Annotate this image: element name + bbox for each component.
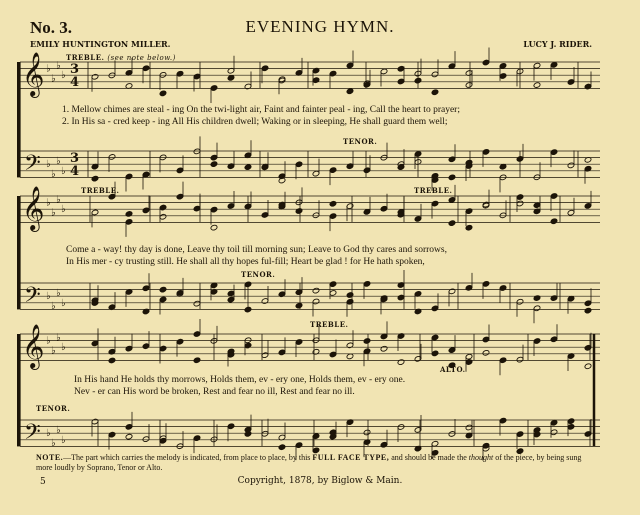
flat-sign: ♭ (51, 345, 56, 357)
flat-sign: ♭ (61, 297, 66, 309)
flat-sign: ♭ (61, 70, 66, 82)
part-label-treble: TREBLE. (see note below.) (66, 53, 176, 62)
note-head (533, 82, 541, 89)
note-head (244, 306, 252, 313)
part-label-treble: TREBLE. (414, 186, 453, 195)
time-signature: 3 (70, 62, 80, 77)
note-head (312, 287, 320, 294)
note-head (414, 77, 422, 84)
flat-sign: ♭ (61, 434, 66, 446)
note-head (482, 350, 490, 357)
lyric-line: Nev - er can His word be broken, Rest and fear no ill, Rest and fear no ill. (74, 387, 355, 397)
lyric-line: 1. Mellow chimes are steal - ing On the twi-light air, Faint and fainter peal - ing, Call the heart to prayer; (62, 105, 460, 115)
flat-sign: ♭ (56, 424, 61, 436)
treble-clef: 𝄞 (22, 324, 45, 368)
note-head (346, 88, 354, 95)
time-signature: 4 (70, 75, 80, 90)
hymn-number: No. 3. (30, 18, 73, 37)
note-head (159, 286, 167, 293)
note-head (363, 338, 371, 345)
part-label-tenor: TENOR. (241, 270, 276, 279)
flat-sign: ♭ (51, 301, 56, 313)
flat-sign: ♭ (46, 63, 51, 75)
note-head (125, 211, 133, 218)
copyright: Copyright, 1878, by Biglow & Main. (237, 476, 403, 486)
hymn-title: EVENING HYMN. (245, 17, 395, 36)
flat-sign: ♭ (56, 194, 61, 206)
note-head (210, 161, 218, 168)
flat-sign: ♭ (61, 342, 66, 354)
note-head (295, 208, 303, 215)
composer: LUCY J. RIDER. (523, 39, 592, 49)
note-head (142, 172, 150, 179)
note-head (210, 224, 218, 231)
lyric-line: In His mer - cy trusting still. He shall all thy hopes ful-fill; Heart be glad ! for He hath spoken, (66, 257, 425, 267)
lyric-line: 2. In His sa - cred keep - ing All His children dwell; Waking or in sleeping, He shall guard them well; (62, 117, 448, 127)
lyricist: EMILY HUNTINGTON MILLER. (30, 39, 171, 49)
treble-clef: 𝄞 (22, 186, 45, 230)
flat-sign: ♭ (56, 60, 61, 72)
part-label-tenor: TENOR. (343, 137, 378, 146)
flat-sign: ♭ (51, 73, 56, 85)
flat-sign: ♭ (46, 291, 51, 303)
flat-sign: ♭ (51, 169, 56, 181)
flat-sign: ♭ (46, 159, 51, 171)
footnote: NOTE.—The part which carries the melody is indicated, from place to place, by this FULL FACE TYPE, and should be made the thought of the piece, by being sung more loudly by Soprano, Tenor or Alto. (36, 453, 582, 472)
flat-sign: ♭ (56, 332, 61, 344)
part-label-treble: TREBLE. (81, 186, 120, 195)
brace (17, 62, 20, 177)
flat-sign: ♭ (61, 165, 66, 177)
note-head (346, 292, 354, 299)
lyric-line: In His hand He holds thy morrows, Holds them, ev - ery one, Holds them, ev - ery one. (74, 375, 406, 385)
lyric-line: Come a - way! thy day is done, Leave thy toil till morning sun; Leave to God thy cares and sorrows, (66, 245, 447, 255)
note-head (278, 444, 286, 451)
note-head (380, 345, 388, 352)
flat-sign: ♭ (56, 155, 61, 167)
flat-sign: ♭ (46, 335, 51, 347)
flat-sign: ♭ (51, 207, 56, 219)
note-head (584, 307, 592, 314)
part-label-treble: TREBLE. (310, 320, 349, 329)
note-head (108, 357, 116, 364)
note-head (159, 90, 167, 97)
flat-sign: ♭ (46, 428, 51, 440)
flat-sign: ♭ (56, 287, 61, 299)
note-head (227, 75, 235, 82)
bass-clef: 𝄢 (24, 420, 41, 450)
page-number: 5 (40, 477, 46, 487)
note-head (329, 201, 337, 208)
brace (17, 196, 20, 309)
note-head (550, 218, 558, 225)
bass-clef: 𝄢 (24, 283, 41, 313)
note-head (397, 359, 405, 366)
brace (17, 334, 20, 446)
note-head (584, 363, 592, 370)
note-head (193, 357, 201, 364)
flat-sign: ♭ (46, 197, 51, 209)
note-head (295, 302, 303, 309)
note-head (533, 295, 541, 302)
part-label-alto: ALTO. (440, 365, 466, 374)
treble-clef: 𝄞 (22, 52, 45, 96)
note-head (448, 174, 456, 181)
part-label-tenor: TENOR. (36, 404, 71, 413)
flat-sign: ♭ (61, 204, 66, 216)
note-head (125, 433, 133, 440)
note-head (91, 175, 99, 182)
note-head (363, 429, 371, 436)
time-signature: 4 (70, 164, 80, 179)
note-head (244, 164, 252, 171)
bass-clef: 𝄢 (24, 151, 41, 181)
note-head (448, 220, 456, 227)
note-head (431, 89, 439, 96)
flat-sign: ♭ (51, 438, 56, 450)
time-signature: 3 (70, 151, 80, 166)
